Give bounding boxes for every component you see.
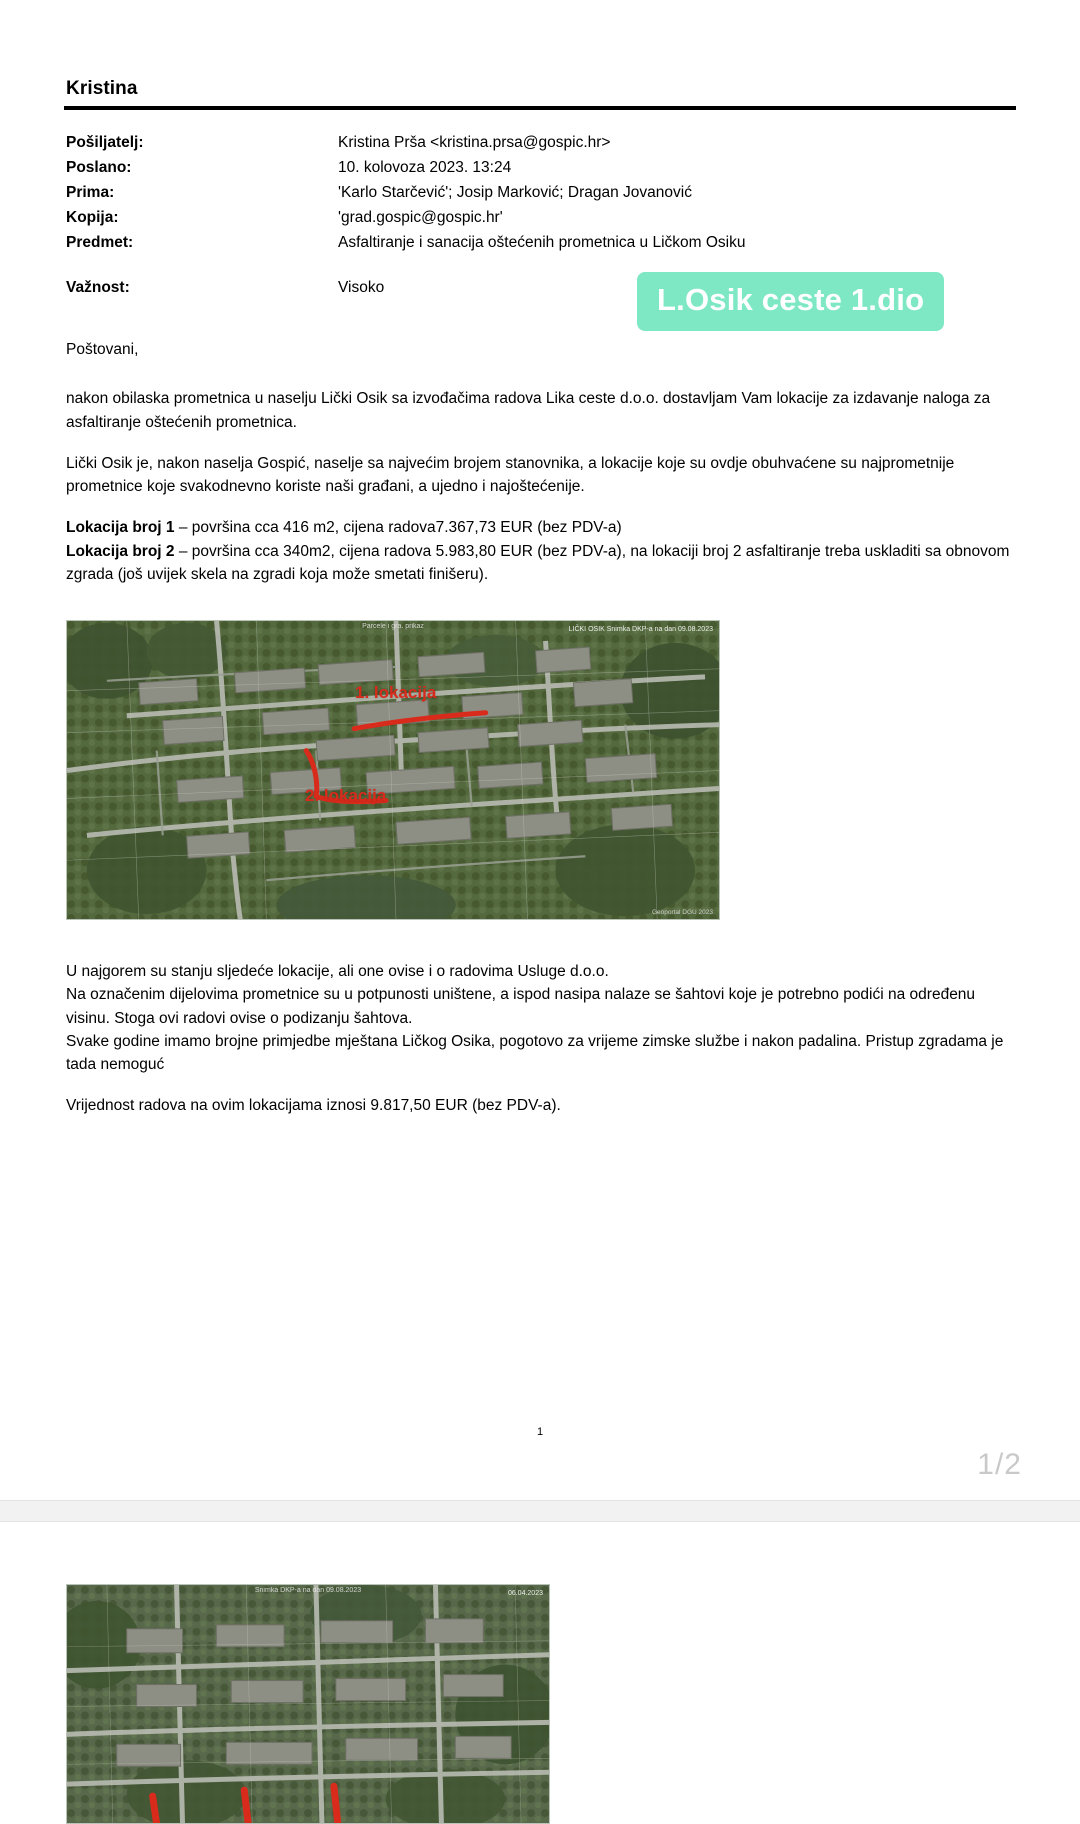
header-value-sender: Kristina Prša <kristina.prsa@gospic.hr> [338,134,611,151]
header-label-subject: Predmet: [66,234,134,251]
location-1-text: – površina cca 416 m2, cijena radova7.367,73 EUR (bez PDV-a) [174,519,622,537]
page-title: Kristina [66,78,138,99]
table-row [66,232,746,257]
body-paragraph-4: Na označenim dijelovima prometnice su u potpunosti uništene, a ispod nasipa nalaze se šahtovi koje je potrebno podići na određenu visinu. Stoga ovi radovi ovise o podizanju šahtova. [66,986,976,1027]
header-value-to: 'Karlo Starčević'; Josip Marković; Dragan Jovanović [338,184,692,201]
figure-1-caption-top: Parcele i gra. prikaz [362,623,424,630]
map-annotation-location-2: 2. lokacija [305,786,387,805]
header-label-to: Prima: [66,184,115,201]
body-paragraph-5: Svake godine imamo brojne primjedbe mještana Ličkog Osika, pogotovo za vrijeme zimske službe i nakon padalina. Pristup zgradama je tada nemoguć [66,1032,1004,1073]
location-1-line [66,516,1014,539]
page-indicator: 1/2 [977,1448,1022,1481]
map-annotation-location-1: 1. lokacija [355,683,437,702]
page-separator [0,1500,1080,1522]
header-label-importance: Važnost: [66,279,130,296]
header-value-cc: 'grad.gospic@gospic.hr' [338,209,503,226]
highlight-callout: L.Osik ceste 1.dio [637,272,944,331]
table-row [66,182,746,207]
page-number-footer: 1 [536,1426,544,1438]
table-row [66,207,746,232]
body-paragraph-2: Lički Osik je, nakon naselja Gospić, naselje sa najvećim brojem stanovnika, a lokacije koje su ovdje obuhvaćene su najprometnije prometnice koje svakodnevno koriste naši građani, a ujedno i najoštećenije. [66,454,955,495]
header-value-sent: 10. kolovoza 2023. 13:24 [338,159,512,176]
location-2-line [66,540,1014,587]
email-body-continued [66,960,1014,1118]
header-label-sender: Pošiljatelj: [66,134,144,151]
locations-block [66,516,1014,586]
header-value-importance: Visoko [338,279,385,296]
header-divider [64,106,1016,110]
table-row [66,157,746,182]
location-2-label: Lokacija broj 2 [66,542,175,560]
figure-2-caption-top: Snimka DKP-a na dan 09.08.2023 [254,1587,362,1594]
location-1-label: Lokacija broj 1 [66,519,175,537]
header-label-sent: Poslano: [66,159,132,176]
body-paragraph-3: U najgorem su stanju sljedeće lokacije, ali one ovise i o radovima Usluge d.o.o. [66,963,609,980]
body-paragraph-6: Vrijednost radova na ovim lokacijama iznosi 9.817,50 EUR (bez PDV-a). [66,1097,561,1115]
figure-1-tag-bottom: Geoportal DGU 2023 [651,909,713,916]
satellite-image-2 [67,1585,549,1824]
document-page-2 [0,1522,1080,1824]
email-body [66,338,1014,586]
header-label-cc: Kopija: [66,209,119,226]
figure-1-tag-right: LIČKI OSIK Snimka DKP-a na dan 09.08.2023 [568,626,713,633]
body-paragraph-1: nakon obilaska prometnica u naselju Lički Osik sa izvođačima radova Lika ceste d.o.o. dostavljam Vam lokacije za izdavanje naloga za asfaltiranje oštećenih prometnica. [66,390,991,431]
table-row [66,132,746,157]
location-2-text: – površina cca 340m2, cijena radova 5.983,80 EUR (bez PDV-a), na lokaciji broj 2 asfaltiranje treba uskladiti sa obnovom zgrada (još uvijek skela na zgradi koja može smetati finišeru). [66,542,1010,583]
figure-2-tag-right: 06.04.2023 [507,1590,543,1597]
satellite-map-figure-2 [66,1584,550,1824]
satellite-map-figure-1 [66,620,720,920]
header-value-subject: Asfaltiranje i sanacija oštećenih prometnica u Ličkom Osiku [338,234,746,251]
body-greeting: Poštovani, [66,341,139,358]
satellite-image-1 [67,621,719,920]
